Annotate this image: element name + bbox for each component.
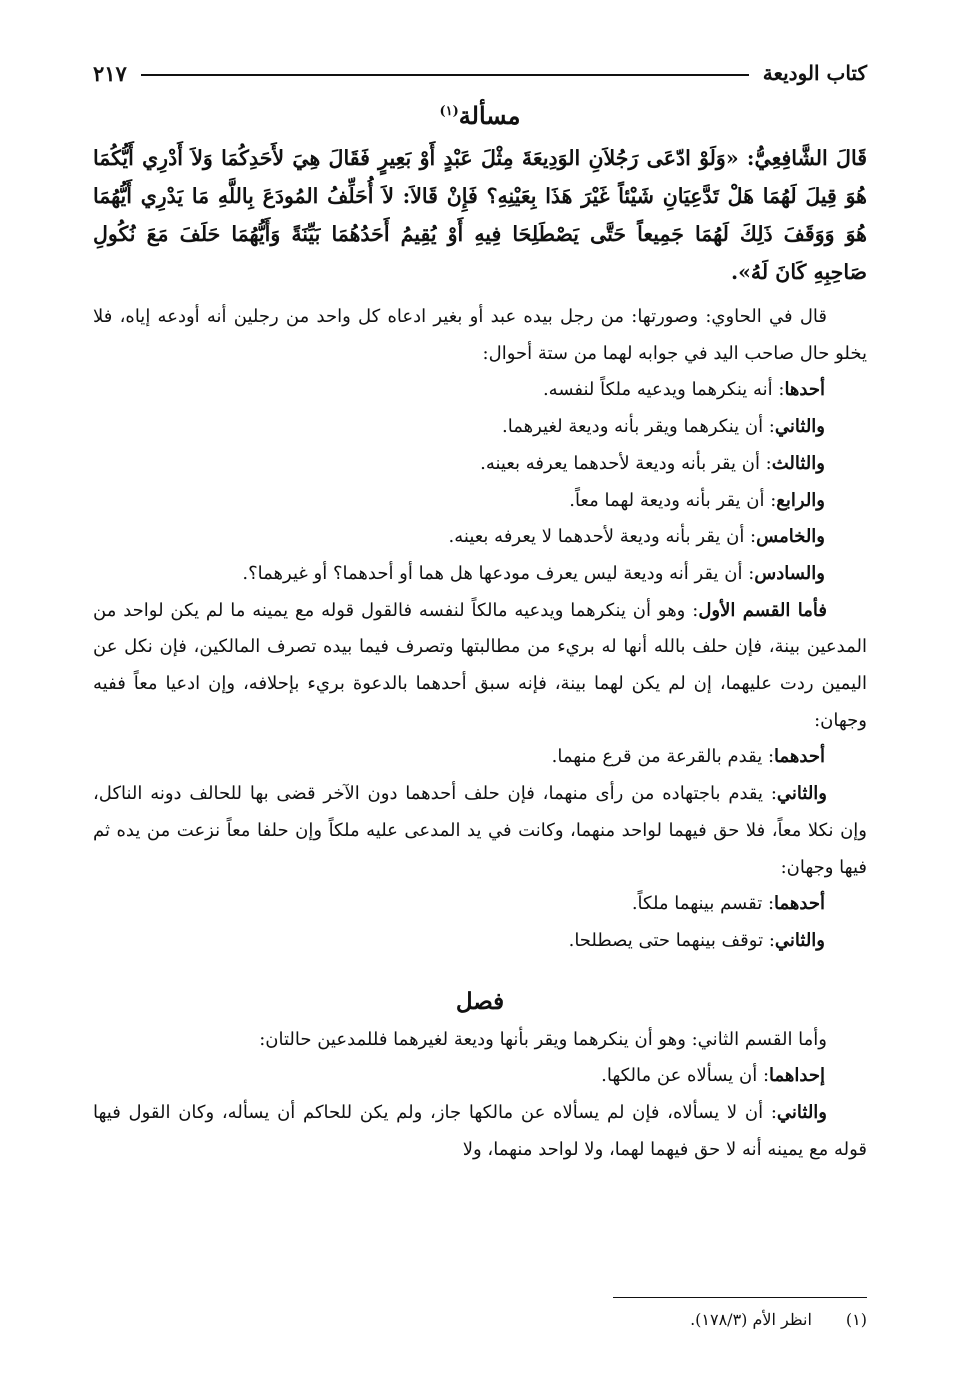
book-page: [93, 55, 867, 1329]
first-section-text: : وهو أن ينكرهما ويدعيه مالكاً لنفسه فالقول قوله مع يمينه ما لم يكن لواحد من المدعين بينة، فإن حلف بالله أنها له بريء من مطالبتها وتصرف فيما بيده تصرف المالكين، فإن نكل عن اليمين ردت عليهما، إن لم يكن لهما بينة، فإنه سبق أحدهما بالدعوة بريء بإحلافه، وإن ادعيا معاً ففيه وجهان:: [93, 599, 867, 731]
view-lead: والثاني: [774, 929, 825, 951]
cases-list: [93, 372, 867, 592]
view-item: [93, 739, 867, 776]
first-section-lead: فأما القسم الأول: [698, 599, 828, 621]
view-text: : تقسم بينهما ملكاً.: [631, 893, 775, 915]
case-item: [93, 483, 867, 520]
second-view-text: : يقدم باجتهاده من رأى منهما، فإن حلف أحدهما دون الآخر قضى بها للحالف دونه الناكل، وإن نكلا معاً، فلا حق فيهما لواحد منهما، وكانت في يد المدعى عليه ملكاً وإن حلفا معاً نزعت من يده ثم فيها وجهان:: [93, 783, 867, 878]
case-lead: والثاني: [774, 416, 825, 438]
case-lead: والرابع: [776, 489, 825, 511]
masala-heading: [93, 101, 867, 139]
second-view-paragraph: [93, 776, 867, 886]
running-head: [93, 55, 867, 91]
page-number: ٢١٧: [93, 60, 127, 86]
case-text: : أن يقر بأنه وديعة لأحدهما يعرفه بعينه.: [480, 452, 772, 474]
view-item: [93, 886, 867, 923]
fasl-first-item: [93, 1058, 867, 1095]
fasl-first-text: : أن يسألاه عن مالكها.: [601, 1065, 770, 1087]
case-lead: والخامس: [756, 526, 825, 548]
footnote: [690, 1307, 867, 1333]
case-item: [93, 446, 867, 483]
case-item: [93, 372, 867, 409]
fasl-heading: فصل: [455, 987, 505, 1015]
case-item: [93, 556, 867, 593]
footnote-number: (١): [845, 1310, 867, 1329]
case-text: : أنه ينكرهما ويدعيه ملكاً لنفسه.: [542, 379, 785, 401]
book-title: كتاب الوديعة: [762, 61, 867, 85]
case-text: : أن يقر بأنه وديعة لأحدهما لا يعرفه بعينه.: [448, 526, 757, 548]
fasl-intro: وأما القسم الثاني: وهو أن ينكرهما ويقر بأنها وديعة لغيرهما فللمدعين حالتان:: [259, 1028, 827, 1050]
header-rule: [141, 74, 749, 76]
fasl-first-lead: إحداهما: [769, 1065, 825, 1087]
case-lead: أحدها: [784, 379, 825, 401]
case-text: : أن يقر بأنه وديعة لهما معاً.: [569, 489, 777, 511]
intro-paragraph: قال في الحاوي: وصورتها: من رجل بيده عبد أو بغير ادعاه كل واحد من رجلين أنه أودعه إياه، فلا يخلو حال صاحب اليد في جوابه لهما من ستة أحوال:: [93, 306, 867, 364]
masala-title: مسألة: [458, 101, 521, 130]
case-item: [93, 519, 867, 556]
case-item: [93, 409, 867, 446]
view-item: [93, 923, 867, 960]
view-text: : توقف بينهما حتى يصطلحا.: [568, 929, 775, 951]
view-lead: أحدهما: [774, 893, 825, 915]
fasl-second-text: : أن لا يسألاه، فإن لم يسألاه عن مالكها جاز، ولم يكن للحاكم أن يسأله، وكان القول فيها قوله مع يمينه أنه لا حق فيهما لهما، ولا لواحد منهما، ولا: [93, 1102, 867, 1160]
shafii-quote: قَالَ الشَّافِعِيُّ: «وَلَوْ ادّعَى رَجُلاَنِ الوَدِيعَةَ مِثْلَ عَبْدٍ أَوْ بَعِيرٍ فَقَالَ هِيَ لأَحَدِكُمَا وَلاَ أَدْرِي أَيُّكُمَا هُوَ قِيلَ لَهُمَا هَلْ تَدَّعِيَانِ شَيْئاً غَيْرَ هَذَا بِعَيْنِهِ؟ فَإِنْ قَالاَ: لاَ أُحَلِّفُ المُودَعَ بِاللَّهِ مَا يَدْرِي أَيُّهُمَا هُوَ وَوَقَفَ ذَلِكَ لَهُمَا جَمِيعاً حَتَّى يَصْطَلِحَا فِيهِ أَوْ يُقِيمُ أَحَدُهُمَا بَيِّنَةً وَأَيُّهُمَا حَلَفَ مَعَ نُكُولِ صَاحِبِهِ كَانَ لَهُ».: [93, 146, 867, 284]
view-lead: أحدهما: [774, 746, 825, 768]
case-text: : أن يقر أنه وديعة ليس يعرف مودعها هل هما أو أحدهما؟ أو غيرهما؟.: [242, 562, 755, 584]
case-lead: والسادس: [754, 562, 825, 584]
case-lead: والثالث: [771, 452, 825, 474]
footnote-reference: (١): [439, 104, 459, 119]
footnote-text: انظر الأم (١٧٨/٣).: [690, 1310, 812, 1329]
footnote-divider: [613, 1297, 867, 1298]
view-text: : يقدم بالقرعة من قرع منهما.: [551, 746, 775, 768]
fasl-second-lead: والثاني: [776, 1102, 827, 1124]
fasl-second-paragraph: [93, 1095, 867, 1168]
first-section-paragraph: [93, 593, 867, 740]
second-view-lead: والثاني: [776, 783, 827, 805]
case-text: : أن ينكرهما ويقر بأنه وديعة لغيرهما.: [501, 416, 775, 438]
